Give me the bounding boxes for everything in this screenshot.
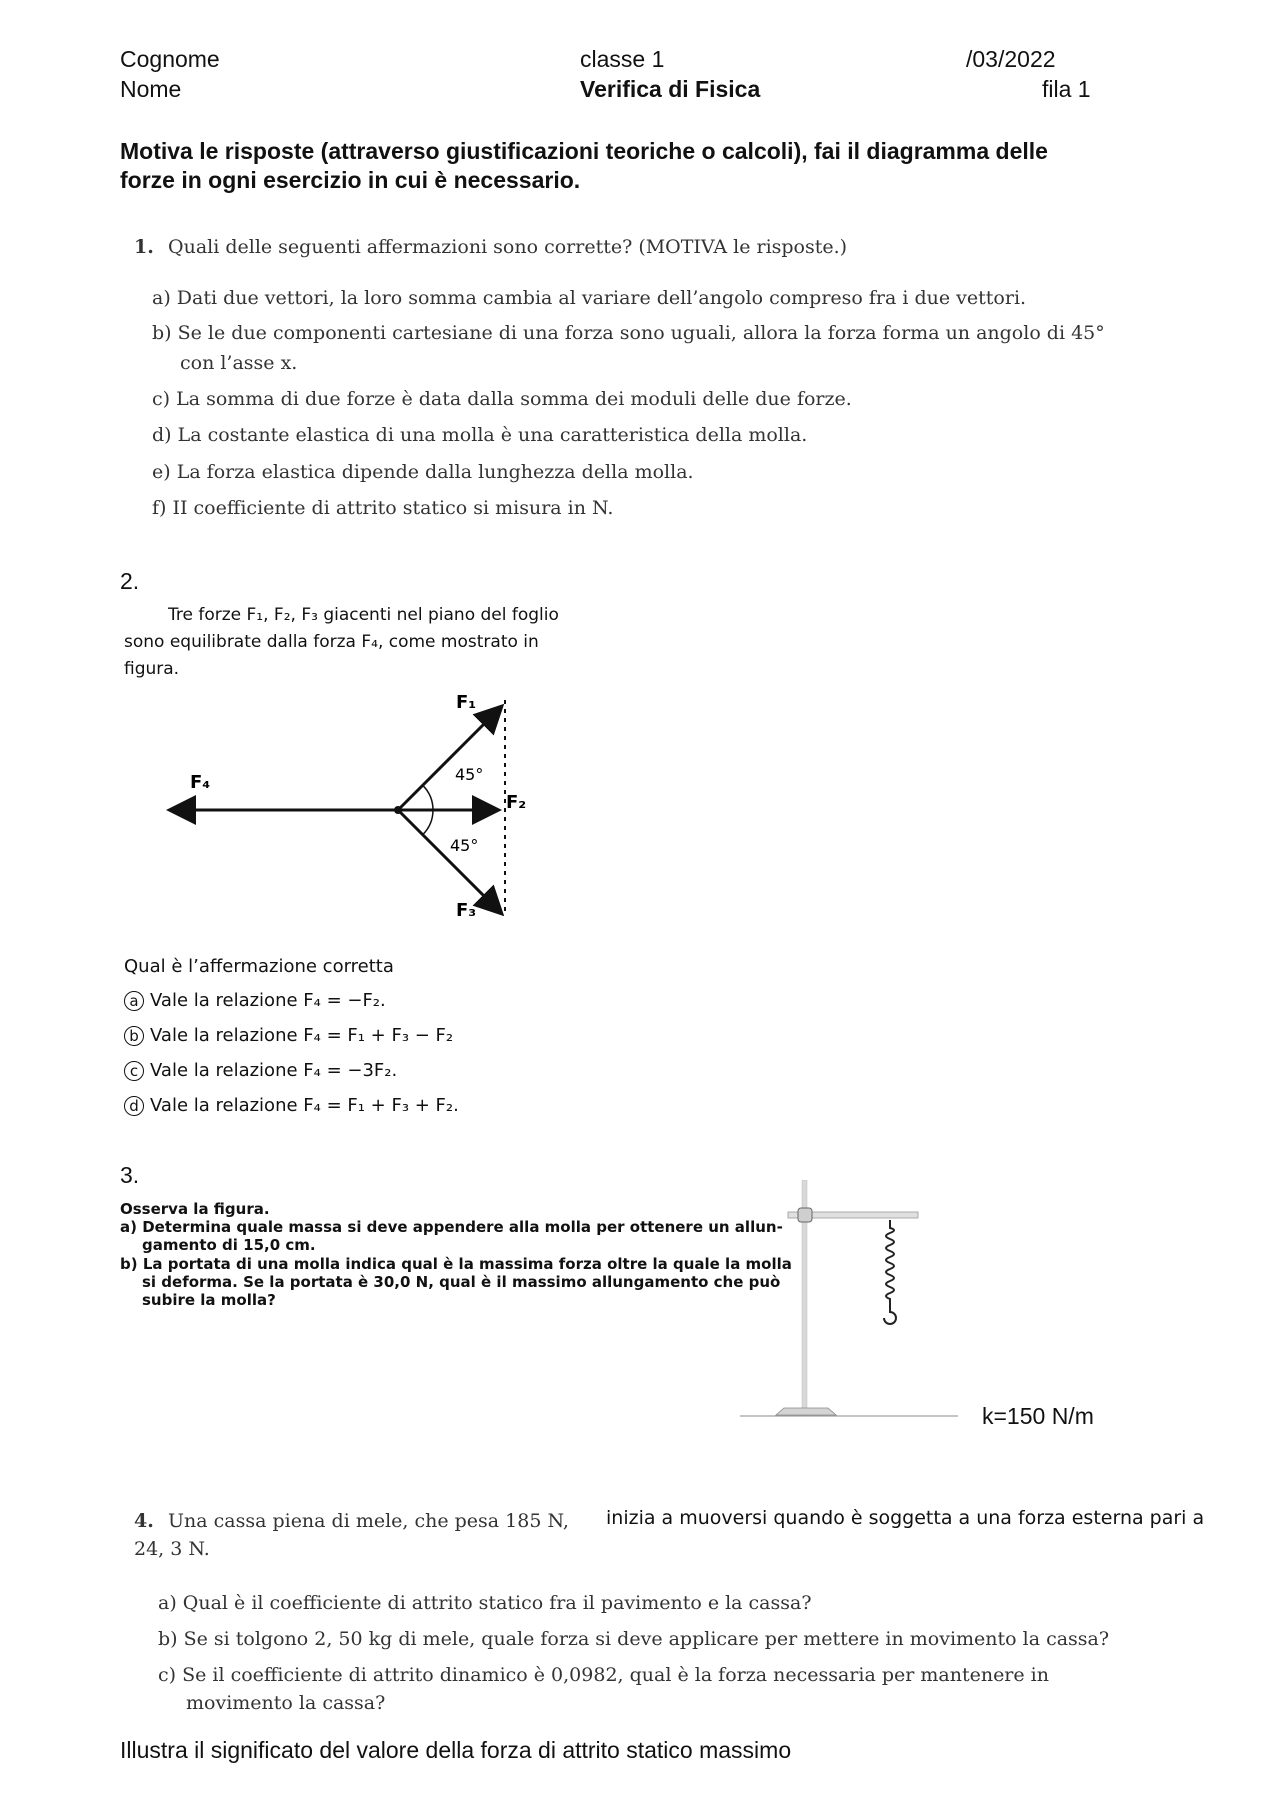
surname-label: Cognome [120, 46, 220, 72]
q1-text: Quali delle seguenti affermazioni sono corrette? (MOTIVA le risposte.) [168, 236, 848, 258]
q2-text-line-1: Tre forze F₁, F₂, F₃ giacenti nel piano del foglio [168, 605, 559, 625]
angle-label-bottom: 45° [450, 836, 479, 855]
q2-text-line-3: figura. [124, 659, 180, 679]
angle-arc-top [423, 785, 433, 810]
option-a-circle-icon: a [124, 991, 144, 1011]
q1-option-b: b) Se le due componenti cartesiane di una forza sono uguali, allora la forza forma un angolo di 45° [152, 322, 1105, 344]
clamp-icon [798, 1208, 812, 1222]
q2-option-c[interactable] [124, 1060, 397, 1081]
spring-stand-figure [740, 1180, 970, 1430]
q2-option-a[interactable] [124, 990, 386, 1011]
q4-option-c: c) Se il coefficiente di attrito dinamico è 0,0982, qual è la forza necessaria per mantenere in [158, 1664, 1049, 1686]
f2-label: F₂ [506, 792, 527, 813]
q3-item-b: b) La portata di una molla indica qual è la massima forza oltre la quale la molla [120, 1255, 792, 1273]
q4-text-continued: inizia a muoversi quando è soggetta a una forza esterna pari a [606, 1507, 1205, 1529]
q2-option-b[interactable] [124, 1025, 453, 1046]
q2-option-a-text: Vale la relazione F₄ = −F₂. [150, 990, 386, 1011]
test-title: Verifica di Fisica [580, 76, 761, 102]
q2-option-b-text: Vale la relazione F₄ = F₁ + F₃ − F₂ [150, 1025, 454, 1046]
q2-option-c-text: Vale la relazione F₄ = −3F₂. [150, 1060, 398, 1081]
q1-option-a: a) Dati due vettori, la loro somma cambia al variare dell’angolo compreso fra i due vettori. [152, 287, 1027, 309]
q4-option-a: a) Qual è il coefficiente di attrito statico fra il pavimento e la cassa? [158, 1592, 812, 1614]
f1-arrow [398, 708, 500, 810]
name-label: Nome [120, 76, 182, 102]
q3-lead: Osserva la figura. [120, 1200, 270, 1218]
option-d-circle-icon: d [124, 1096, 144, 1116]
option-c-circle-icon: c [124, 1061, 144, 1081]
date-label: /03/2022 [966, 46, 1056, 72]
q4-option-b: b) Se si tolgono 2, 50 kg di mele, quale forza si deve applicare per mettere in movimento la cassa? [158, 1628, 1110, 1650]
q2-number: 2. [120, 568, 140, 594]
instructions [120, 137, 1048, 195]
option-b-circle-icon: b [124, 1026, 144, 1046]
f3-label: F₃ [456, 900, 477, 921]
spring-constant-label: k=150 N/m [982, 1403, 1094, 1429]
forces-diagram [150, 680, 530, 940]
angle-arc-bottom [423, 810, 433, 835]
f3-arrow [398, 810, 500, 912]
q4-number: 4. [134, 1510, 154, 1532]
instructions-line-2: forze in ogni esercizio in cui è necessario. [120, 167, 581, 193]
q1-option-d: d) La costante elastica di una molla è una caratteristica della molla. [152, 424, 808, 446]
q1-option-e: e) La forza elastica dipende dalla lunghezza della molla. [152, 461, 694, 483]
footer-text: Illustra il significato del valore della forza di attrito statico massimo [120, 1737, 792, 1763]
q2-text-line-2: sono equilibrate dalla forza F₄, come mostrato in [124, 632, 539, 652]
q4-text: Una cassa piena di mele, che pesa 185 N, [168, 1510, 569, 1532]
q2-question: Qual è l’affermazione corretta [124, 956, 394, 977]
row-label: fila 1 [1042, 76, 1091, 102]
q1-number: 1. [134, 236, 154, 258]
origin-point [394, 806, 402, 814]
q2-option-d[interactable] [124, 1095, 459, 1116]
q3-item-a: a) Determina quale massa si deve appendere alla molla per ottenere un allun- [120, 1218, 783, 1236]
angle-label-top: 45° [455, 765, 484, 784]
f1-label: F₁ [456, 692, 477, 713]
q4-option-c-continued: movimento la cassa? [186, 1692, 386, 1714]
q3-number: 3. [120, 1162, 140, 1188]
f4-label: F₄ [190, 772, 211, 793]
instructions-line-1: Motiva le risposte (attraverso giustificazioni teoriche o calcoli), fai il diagramma delle [120, 138, 1048, 164]
q1-option-f: f) II coefficiente di attrito statico si misura in N. [152, 497, 614, 519]
q4-force-value: 24, 3 N. [134, 1538, 210, 1560]
q2-option-d-text: Vale la relazione F₄ = F₁ + F₃ + F₂. [150, 1095, 459, 1116]
q1-option-c: c) La somma di due forze è data dalla somma dei moduli delle due forze. [152, 388, 852, 410]
q1-option-b-continued: con l’asse x. [180, 352, 298, 374]
q3-item-a-continued: gamento di 15,0 cm. [142, 1236, 316, 1254]
hook-icon [884, 1304, 896, 1324]
spring-icon [886, 1220, 894, 1304]
stand-base [776, 1408, 836, 1415]
q3-item-b-continued-1: si deforma. Se la portata è 30,0 N, qual è il massimo allungamento che può [142, 1273, 781, 1291]
q3-item-b-continued-2: subire la molla? [142, 1291, 276, 1309]
class-label: classe 1 [580, 46, 665, 72]
